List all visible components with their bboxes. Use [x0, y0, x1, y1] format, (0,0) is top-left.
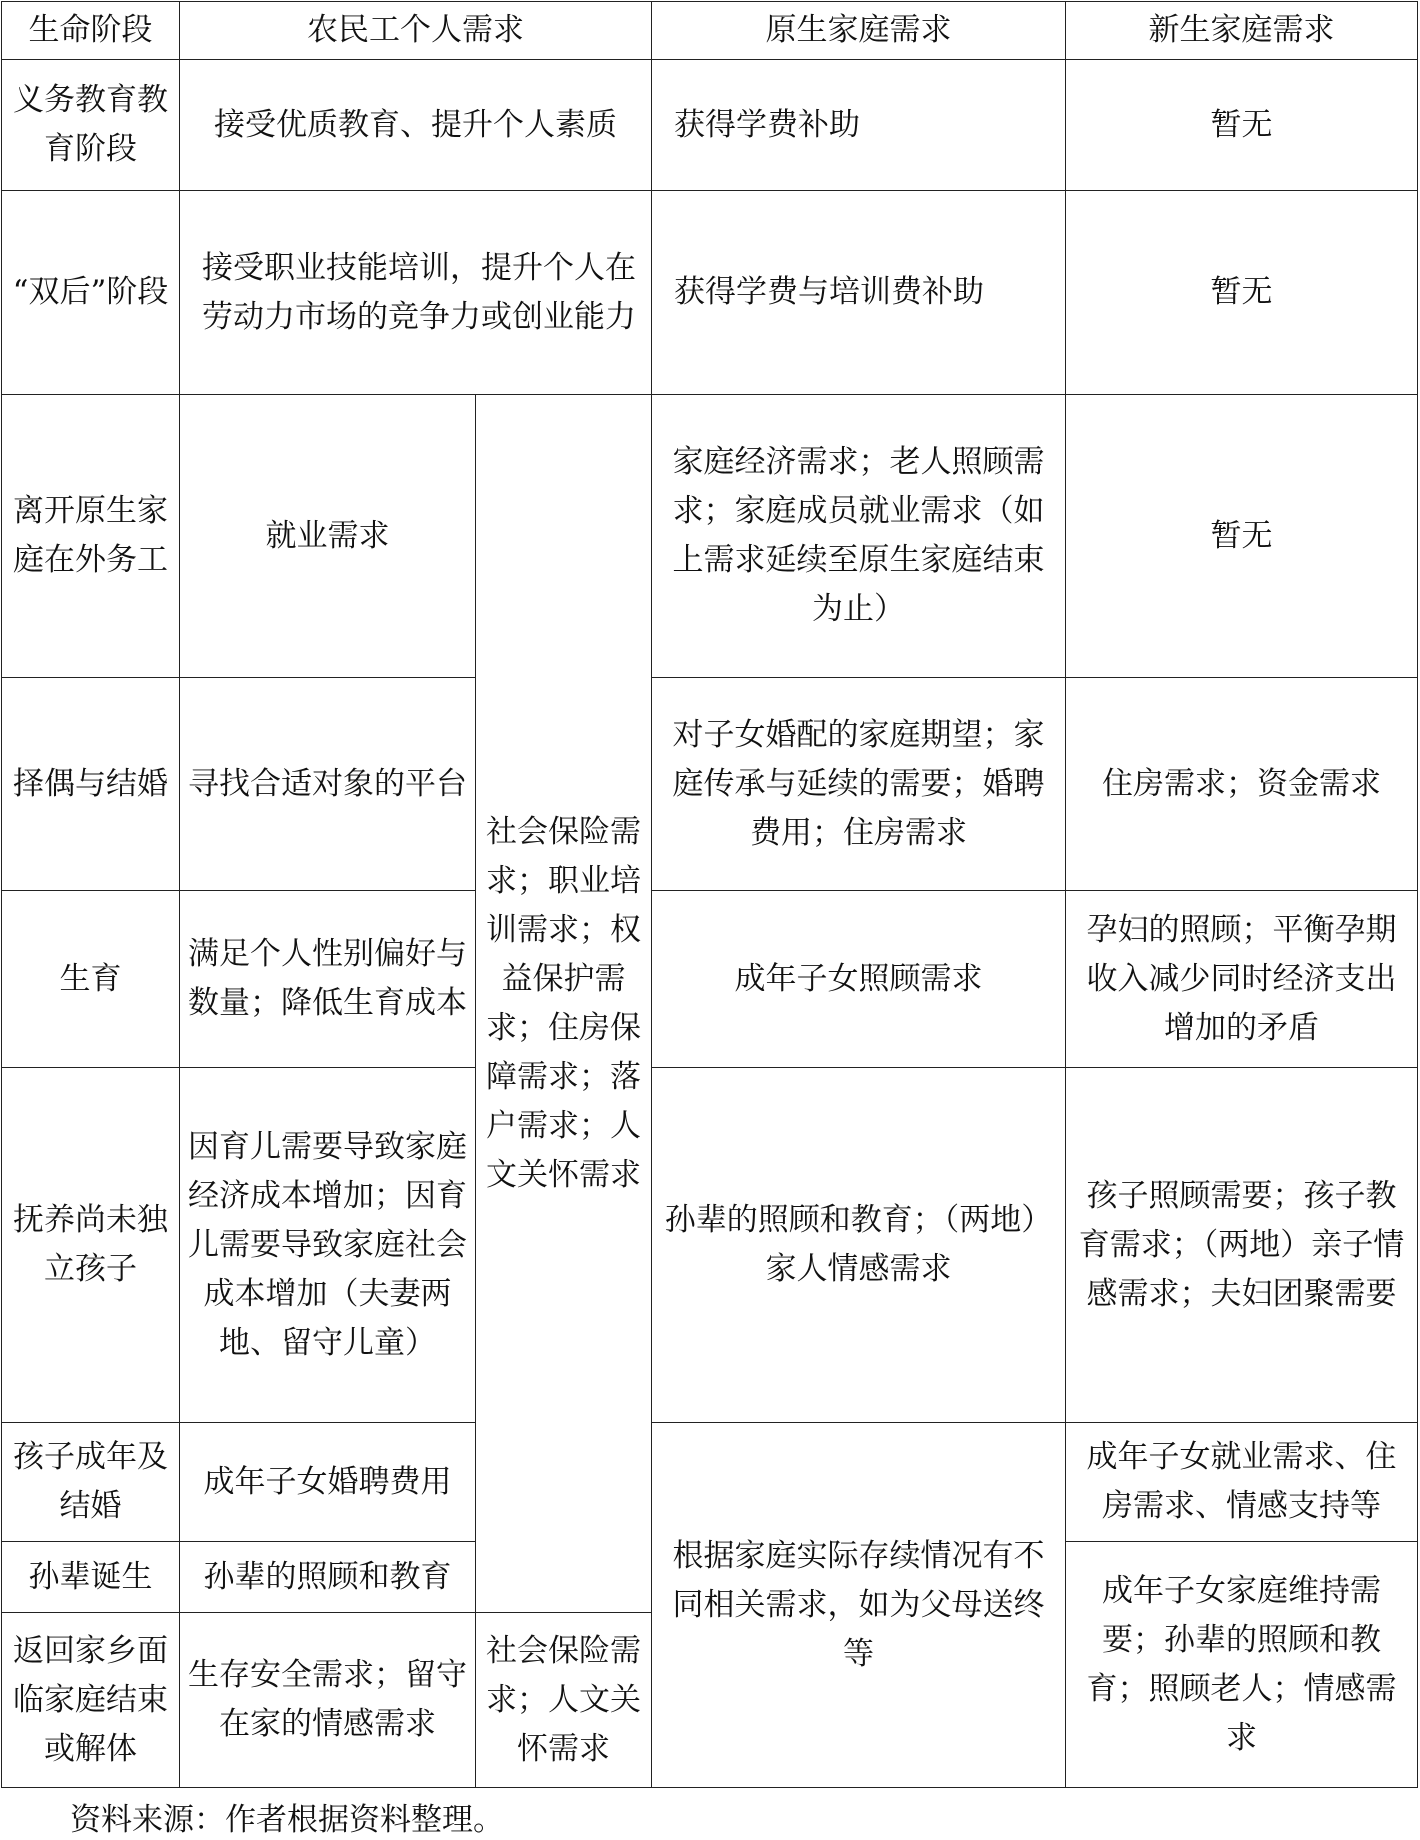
origin-cell: 家庭经济需求；老人照顾需求；家庭成员就业需求（如上需求延续至原生家庭结束为止）	[652, 395, 1066, 678]
personal-common-cell: 社会保险需求；职业培训需求；权益保护需求；住房保障需求；落户需求；人文关怀需求	[476, 395, 652, 1613]
header-personal: 农民工个人需求	[180, 2, 652, 60]
new-cell: 暂无	[1066, 191, 1418, 395]
origin-cell: 获得学费补助	[652, 60, 1066, 191]
table-header-row	[2, 2, 1418, 60]
stage-cell: 择偶与结婚	[2, 678, 180, 891]
table-row	[2, 191, 1418, 395]
table-row	[2, 891, 1418, 1068]
personal-cell: 满足个人性别偏好与数量；降低生育成本	[180, 891, 476, 1068]
personal-cell: 孙辈的照顾和教育	[180, 1542, 476, 1613]
personal-cell: 成年子女婚聘费用	[180, 1423, 476, 1542]
personal-cell: 寻找合适对象的平台	[180, 678, 476, 891]
new-cell: 暂无	[1066, 395, 1418, 678]
stage-cell: 孩子成年及结婚	[2, 1423, 180, 1542]
stage-cell: 孙辈诞生	[2, 1542, 180, 1613]
origin-cell: 孙辈的照顾和教育；（两地）家人情感需求	[652, 1068, 1066, 1423]
origin-cell: 成年子女照顾需求	[652, 891, 1066, 1068]
new-cell: 孕妇的照顾；平衡孕期收入减少同时经济支出增加的矛盾	[1066, 891, 1418, 1068]
stage-cell: 离开原生家庭在外务工	[2, 395, 180, 678]
personal-cell: 因育儿需要导致家庭经济成本增加；因育儿需要导致家庭社会成本增加（夫妻两地、留守儿童）	[180, 1068, 476, 1423]
origin-cell: 获得学费与培训费补助	[652, 191, 1066, 395]
table-row	[2, 60, 1418, 191]
new-cell: 成年子女家庭维持需要；孙辈的照顾和教育；照顾老人；情感需求	[1066, 1542, 1418, 1788]
stage-cell: 义务教育教育阶段	[2, 60, 180, 191]
needs-table	[1, 1, 1418, 1788]
table-row	[2, 1068, 1418, 1423]
stage-cell: 生育	[2, 891, 180, 1068]
table-row	[2, 678, 1418, 891]
personal-cell: 就业需求	[180, 395, 476, 678]
stage-cell: 抚养尚未独立孩子	[2, 1068, 180, 1423]
personal-cell: 生存安全需求；留守在家的情感需求	[180, 1613, 476, 1788]
header-new: 新生家庭需求	[1066, 2, 1418, 60]
table-row	[2, 395, 1418, 678]
stage-cell: 返回家乡面临家庭结束或解体	[2, 1613, 180, 1788]
header-stage: 生命阶段	[2, 2, 180, 60]
personal-common-cell: 社会保险需求；人文关怀需求	[476, 1613, 652, 1788]
source-note: 资料来源：作者根据资料整理。	[70, 1802, 504, 1838]
stage-cell: “双后”阶段	[2, 191, 180, 395]
new-cell: 暂无	[1066, 60, 1418, 191]
origin-tail-cell: 根据家庭实际存续情况有不同相关需求，如为父母送终等	[652, 1423, 1066, 1788]
personal-cell: 接受优质教育、提升个人素质	[180, 60, 652, 191]
header-origin: 原生家庭需求	[652, 2, 1066, 60]
new-cell: 成年子女就业需求、住房需求、情感支持等	[1066, 1423, 1418, 1542]
personal-cell: 接受职业技能培训，提升个人在劳动力市场的竞争力或创业能力	[180, 191, 652, 395]
table-row	[2, 1423, 1418, 1542]
new-cell: 孩子照顾需要；孩子教育需求；（两地）亲子情感需求；夫妇团聚需要	[1066, 1068, 1418, 1423]
origin-cell: 对子女婚配的家庭期望；家庭传承与延续的需要；婚聘费用；住房需求	[652, 678, 1066, 891]
new-cell: 住房需求；资金需求	[1066, 678, 1418, 891]
